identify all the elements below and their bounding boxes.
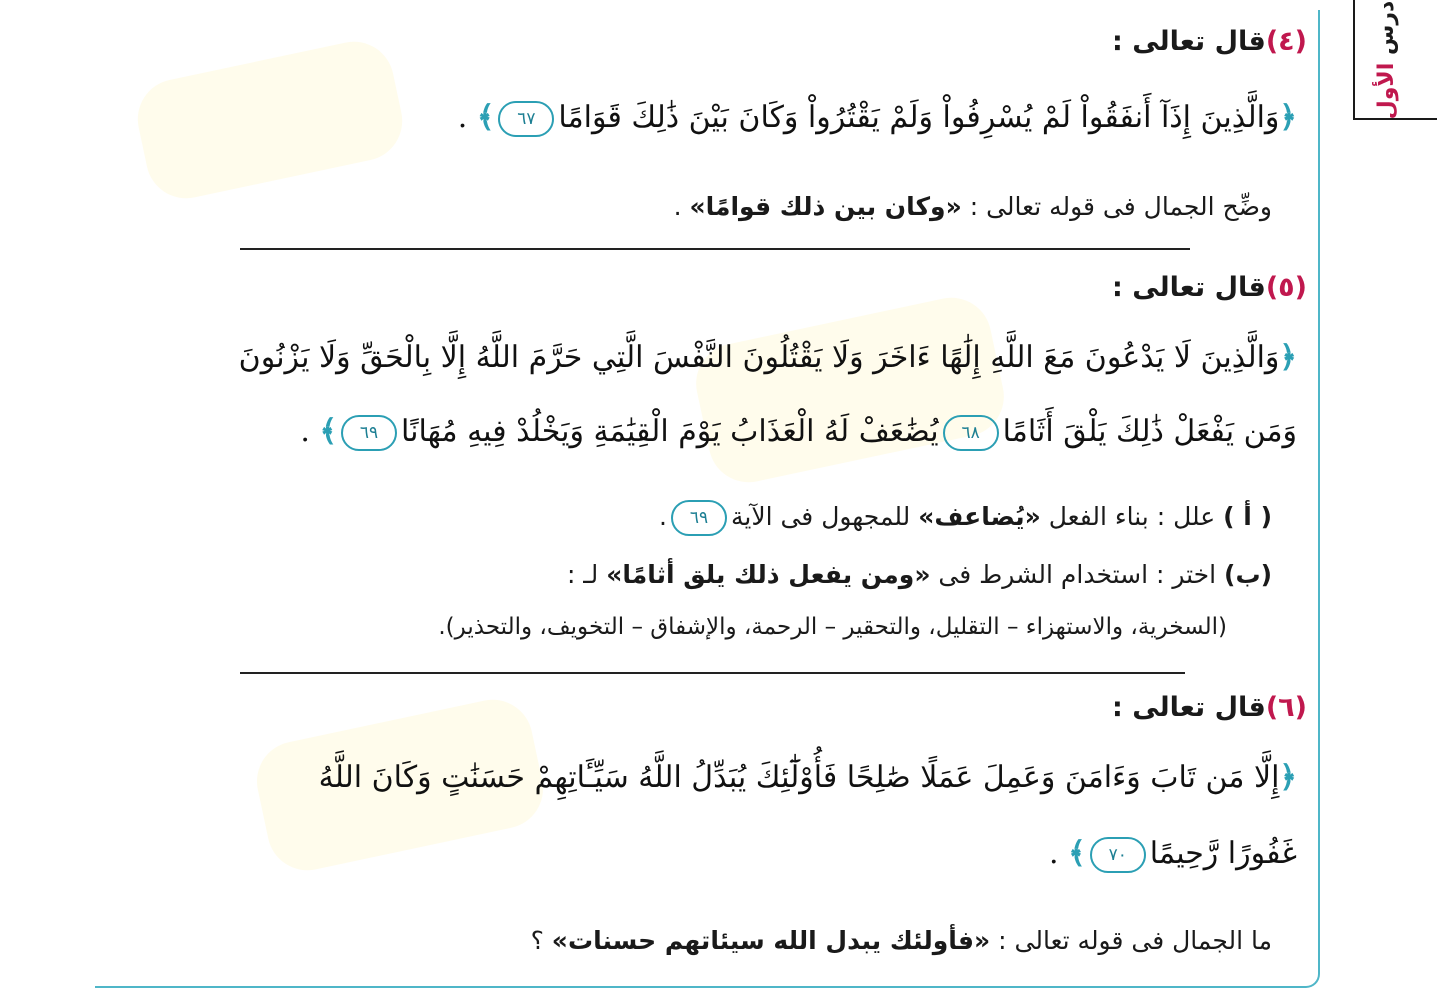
question-label: ( أ ) bbox=[1223, 502, 1272, 531]
question-quote: «ومن يفعل ذلك يلق أثامًا» bbox=[606, 560, 931, 589]
lesson-side-tab bbox=[1353, 0, 1437, 120]
section-4-heading bbox=[1112, 26, 1307, 57]
ornate-brace-open-icon: ﴿ bbox=[1279, 760, 1297, 795]
section-number: (٥) bbox=[1265, 272, 1307, 303]
question-tail: للمجهول فى الآية bbox=[730, 502, 919, 531]
section-6-verse-line-1 bbox=[319, 760, 1297, 795]
question-label: (ب) bbox=[1224, 560, 1272, 589]
lesson-tab-main: درس bbox=[1374, 0, 1400, 55]
lesson-tab-label bbox=[1375, 1, 1400, 120]
section-heading-text: قال تعالى : bbox=[1112, 272, 1266, 303]
section-4-verse-line-1: ﴿وَالَّذِينَ إِذَآ أَنفَقُواْ لَمْ يُسْرِفُواْ وَلَمْ يَقْتُرُواْ وَكَانَ بَيْنَ ذَٰلِكَ قَوَامًا٦٧﴾ . bbox=[457, 100, 1297, 135]
section-divider bbox=[240, 672, 1185, 674]
section-5-verse-line-2: وَمَن يَفْعَلْ ذَٰلِكَ يَلْقَ أَثَامًا٦٨يُضَٰعَفْ لَهُ الْعَذَابُ يَوْمَ الْقِيَٰمَةِ وَيَخْلُدْ فِيهِ مُهَانًا٦٩﴾ . bbox=[300, 414, 1297, 449]
section-6-heading bbox=[1112, 692, 1307, 723]
section-5-choices bbox=[438, 614, 1227, 640]
question-quote: «فأولئك يبدل الله سيئاتهم حسنات» bbox=[551, 926, 991, 955]
verse-text: وَالَّذِينَ إِذَآ أَنفَقُواْ لَمْ يُسْرِفُواْ وَلَمْ يَقْتُرُواْ وَكَانَ بَيْنَ ذَٰلِكَ قَوَامًا bbox=[558, 100, 1280, 135]
section-5-question-b bbox=[567, 560, 1272, 589]
section-heading-text: قال تعالى : bbox=[1112, 26, 1266, 57]
question-text: وضِّح الجمال فى قوله تعالى : bbox=[961, 192, 1272, 221]
ornate-brace-close-icon: ﴾ bbox=[476, 100, 495, 135]
question-text: علل : بناء الفعل bbox=[1040, 502, 1224, 531]
section-4-question bbox=[674, 192, 1272, 221]
ayah-number-marker: ٦٧ bbox=[498, 101, 554, 137]
question-tail: لـ : bbox=[566, 560, 607, 589]
question-quote: «وكان بين ذلك قوامًا» bbox=[689, 192, 962, 221]
section-number: (٤) bbox=[1265, 26, 1307, 57]
verse-text: وَمَن يَفْعَلْ ذَٰلِكَ يَلْقَ أَثَامًا bbox=[1002, 414, 1297, 449]
ayah-number-marker: ٦٩ bbox=[341, 415, 397, 451]
question-tail: ؟ bbox=[530, 926, 552, 955]
verse-text: يُضَٰعَفْ لَهُ الْعَذَابُ يَوْمَ الْقِيَٰمَةِ وَيَخْلُدْ فِيهِ مُهَانًا bbox=[401, 414, 939, 449]
section-number: (٦) bbox=[1265, 692, 1307, 723]
section-5-heading bbox=[1112, 272, 1307, 303]
section-divider bbox=[240, 248, 1190, 250]
verse-text: وَالَّذِينَ لَا يَدْعُونَ مَعَ اللَّهِ إِلَٰهًا ءَاخَرَ وَلَا يَقْتُلُونَ النَّفْسَ الَّتِي حَرَّمَ اللَّهُ إِلَّا بِالْحَقِّ وَلَا يَزْنُونَ bbox=[238, 340, 1280, 375]
verse-text: إِلَّا مَن تَابَ وَءَامَنَ وَعَمِلَ عَمَلًا صَٰلِحًا فَأُوْلَٰٓئِكَ يُبَدِّلُ اللَّهُ سَيِّـَٔاتِهِمْ حَسَنَٰتٍ وَكَانَ اللَّهُ bbox=[318, 760, 1280, 795]
question-quote: «يُضاعف» bbox=[918, 502, 1041, 531]
ornate-brace-close-icon: ﴾ bbox=[1068, 836, 1086, 871]
ornate-brace-close-icon: ﴾ bbox=[319, 414, 338, 449]
ayah-number-marker: ٦٨ bbox=[943, 415, 999, 451]
ornate-brace-open-icon: ﴿ bbox=[1279, 100, 1297, 135]
ayah-reference-marker: ٦٩ bbox=[671, 500, 727, 536]
question-tail: . bbox=[673, 192, 690, 221]
ayah-number-marker: ٧٠ bbox=[1090, 837, 1146, 873]
section-6-question bbox=[531, 926, 1272, 955]
section-5-question-a: ( أ ) علل : بناء الفعل «يُضاعف» للمجهول فى الآية٦٩. bbox=[659, 500, 1272, 536]
section-heading-text: قال تعالى : bbox=[1112, 692, 1266, 723]
section-5-verse-line-1 bbox=[239, 340, 1297, 375]
question-text: اختر : استخدام الشرط فى bbox=[930, 560, 1225, 589]
answer-choices: (السخرية، والاستهزاء – التقليل، والتحقير – الرحمة، والإشفاق – التخويف، والتحذير). bbox=[438, 614, 1227, 640]
question-text: ما الجمال فى قوله تعالى : bbox=[990, 926, 1272, 955]
lesson-tab-accent: الأول bbox=[1374, 62, 1400, 120]
section-6-verse-line-2: غَفُورًا رَّحِيمًا٧٠﴾ . bbox=[1049, 836, 1297, 871]
verse-text: غَفُورًا رَّحِيمًا bbox=[1149, 836, 1297, 871]
ornate-brace-open-icon: ﴿ bbox=[1279, 340, 1297, 375]
